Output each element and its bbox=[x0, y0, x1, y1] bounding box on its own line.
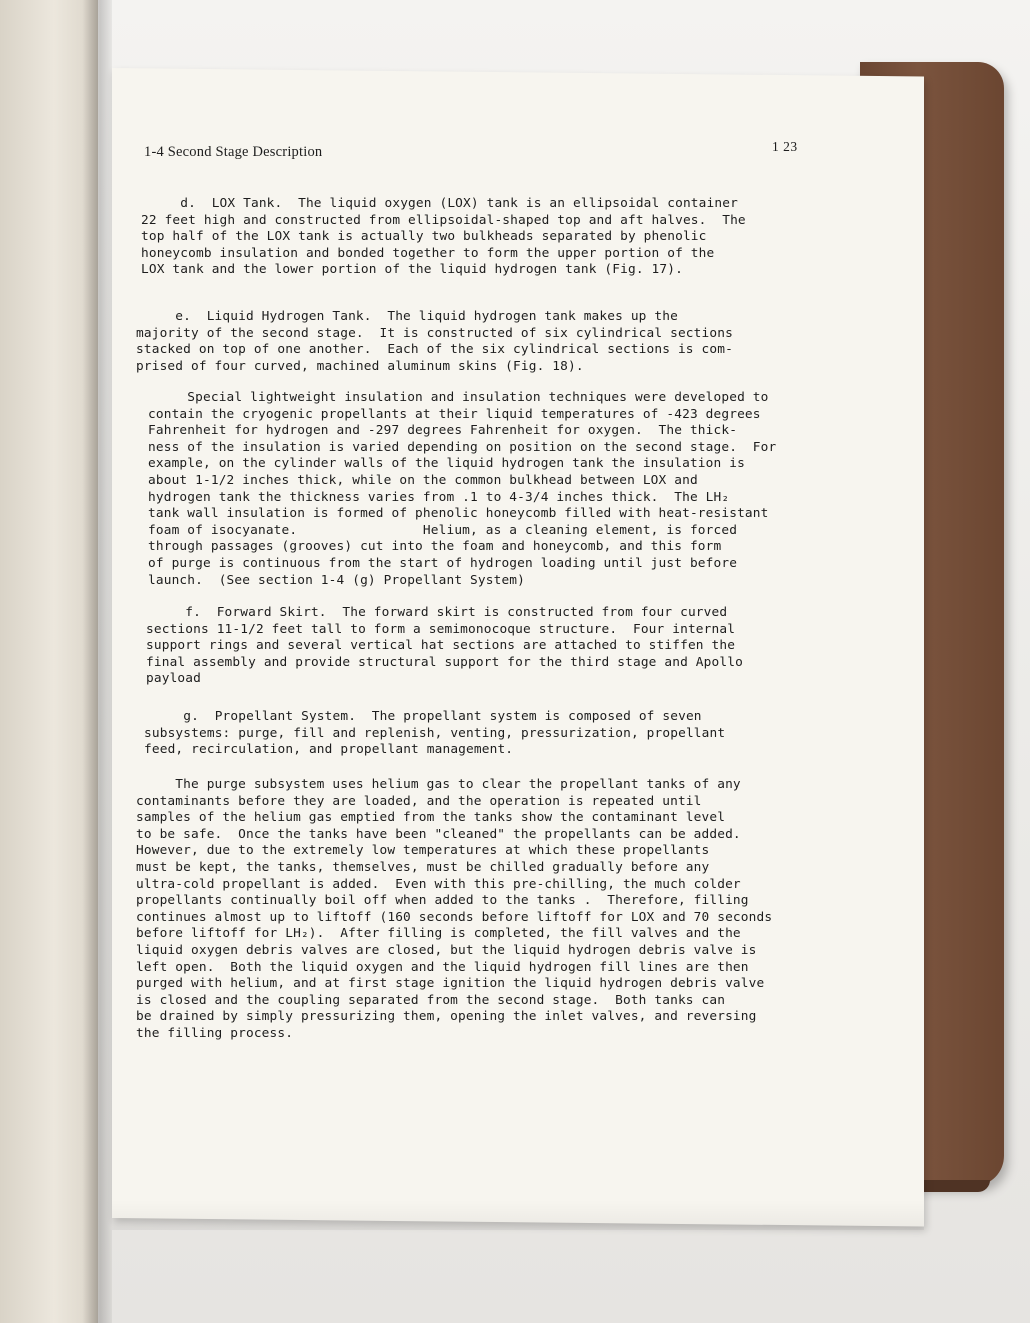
text-line: the filling process. bbox=[136, 1025, 294, 1041]
text-line: feed, recirculation, and propellant management. bbox=[144, 742, 514, 758]
text-line: The purge subsystem uses helium gas to clear the propellant tanks of any bbox=[136, 777, 741, 792]
text-line: Fahrenheit for hydrogen and -297 degrees Fahrenheit for oxygen. The thick- bbox=[148, 423, 738, 439]
text-line: prised of four curved, machined aluminum skins (Fig. 18). bbox=[136, 358, 584, 374]
text-line: e. Liquid Hydrogen Tank. The liquid hydrogen tank makes up the bbox=[136, 309, 678, 324]
paragraph-insulation bbox=[148, 390, 776, 589]
text-line: be drained by simply pressurizing them, opening the inlet valves, and reversing bbox=[136, 1009, 757, 1025]
text-line: is closed and the coupling separated from the second stage. Both tanks can bbox=[136, 992, 726, 1008]
text-line: top half of the LOX tank is actually two bulkheads separated by phenolic bbox=[141, 229, 707, 245]
text-line: foam of isocyanate. Helium, as a cleaning element, is forced bbox=[148, 522, 738, 538]
paragraph-propellant-system bbox=[144, 709, 725, 759]
text-line: ness of the insulation is varied depending on position on the second stage. For bbox=[148, 439, 777, 455]
text-line: sections 11-1/2 feet tall to form a semimonocoque structure. Four internal bbox=[146, 621, 736, 637]
text-line: tank wall insulation is formed of phenolic honeycomb filled with heat-resistant bbox=[148, 506, 769, 522]
text-line: contaminants before they are loaded, and the operation is repeated until bbox=[136, 793, 702, 809]
section-header: 1-4 Second Stage Description bbox=[144, 144, 323, 160]
text-line: stacked on top of one another. Each of the six cylindrical sections is com- bbox=[136, 342, 733, 358]
text-line: about 1-1/2 inches thick, while on the common bulkhead between LOX and bbox=[148, 472, 698, 488]
text-line: support rings and several vertical hat sections are attached to stiffen the bbox=[146, 638, 736, 654]
page-number: 1 23 bbox=[772, 139, 798, 154]
text-line: ultra-cold propellant is added. Even with this pre-chilling, the much colder bbox=[136, 876, 741, 892]
paragraph-purge-subsystem bbox=[136, 777, 772, 1043]
text-line: samples of the helium gas emptied from the tanks show the contaminant level bbox=[136, 810, 726, 826]
text-line: before liftoff for LH₂). After filling is completed, the fill valves and the bbox=[136, 926, 741, 942]
paragraph-forward-skirt bbox=[146, 605, 743, 688]
text-line: 22 feet high and constructed from ellipsoidal-shaped top and aft halves. The bbox=[141, 212, 746, 228]
paragraph-lox-tank bbox=[141, 196, 746, 279]
text-line: payload bbox=[146, 671, 201, 687]
text-line: to be safe. Once the tanks have been "cleaned" the propellants can be added. bbox=[136, 826, 741, 842]
text-line: left open. Both the liquid oxygen and the liquid hydrogen fill lines are then bbox=[136, 959, 749, 975]
text-line: contain the cryogenic propellants at their liquid temperatures of -423 degrees bbox=[148, 406, 761, 422]
text-line: final assembly and provide structural support for the third stage and Apollo bbox=[146, 654, 743, 670]
text-line: subsystems: purge, fill and replenish, venting, pressurization, propellant bbox=[144, 725, 726, 741]
text-line: must be kept, the tanks, themselves, must be chilled gradually before any bbox=[136, 859, 710, 875]
text-line: example, on the cylinder walls of the liquid hydrogen tank the insulation is bbox=[148, 456, 745, 472]
paragraph-liquid-hydrogen-tank bbox=[136, 309, 733, 375]
text-line: continues almost up to liftoff (160 seconds before liftoff for LOX and 70 seconds bbox=[136, 909, 773, 925]
text-line: Special lightweight insulation and insulation techniques were developed to bbox=[148, 390, 769, 405]
text-line: However, due to the extremely low temperatures at which these propellants bbox=[136, 843, 710, 859]
text-line: launch. (See section 1-4 (g) Propellant System) bbox=[148, 572, 526, 588]
text-line: through passages (grooves) cut into the foam and honeycomb, and this form bbox=[148, 539, 722, 555]
text-line: honeycomb insulation and bonded together to form the upper portion of the bbox=[141, 245, 715, 261]
text-line: d. LOX Tank. The liquid oxygen (LOX) tank is an ellipsoidal container bbox=[141, 196, 738, 211]
text-line: majority of the second stage. It is constructed of six cylindrical sections bbox=[136, 325, 733, 341]
text-line: purged with helium, and at first stage ignition the liquid hydrogen debris valve bbox=[136, 976, 765, 992]
text-line: g. Propellant System. The propellant system is composed of seven bbox=[144, 709, 702, 724]
text-line: LOX tank and the lower portion of the liquid hydrogen tank (Fig. 17). bbox=[141, 262, 683, 278]
page-bottom-shade bbox=[112, 1200, 924, 1230]
text-line: of purge is continuous from the start of hydrogen loading until just before bbox=[148, 555, 738, 571]
text-line: propellants continually boil off when added to the tanks . Therefore, filling bbox=[136, 893, 749, 909]
binding-shadow bbox=[82, 0, 112, 1323]
text-line: f. Forward Skirt. The forward skirt is constructed from four curved bbox=[146, 605, 728, 620]
text-line: hydrogen tank the thickness varies from .1 to 4-3/4 inches thick. The LH₂ bbox=[148, 489, 730, 505]
text-line: liquid oxygen debris valves are closed, but the liquid hydrogen debris valve is bbox=[136, 942, 757, 958]
